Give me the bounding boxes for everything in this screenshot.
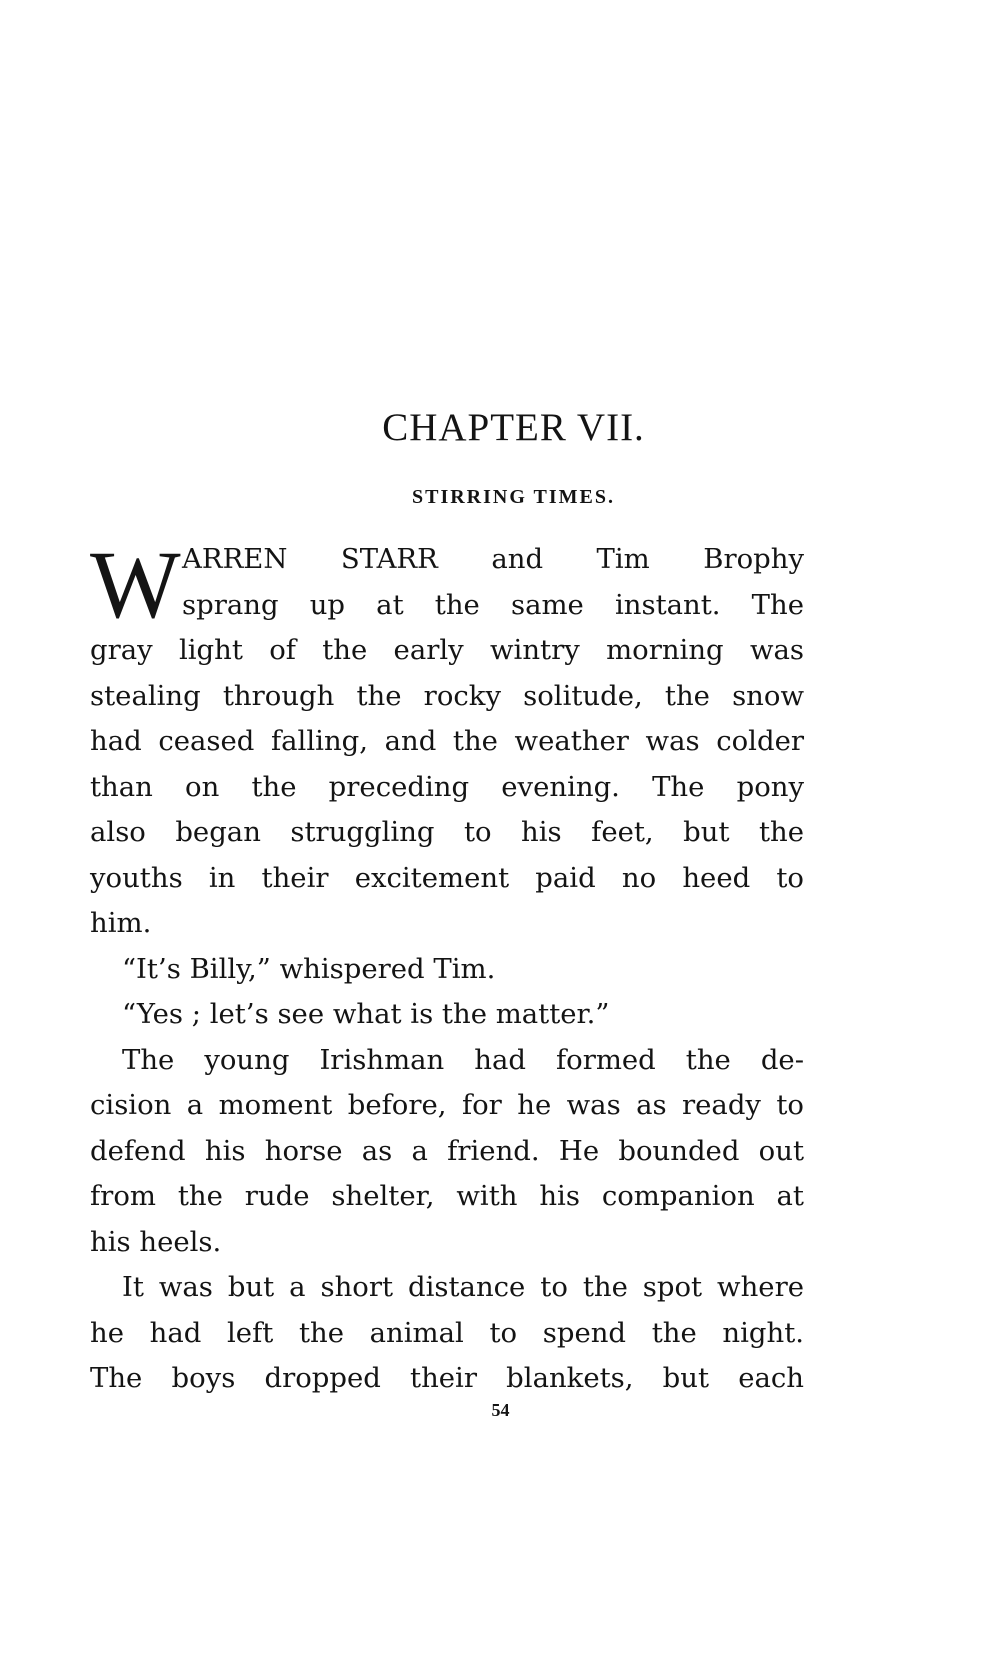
text-line: him. <box>90 907 152 939</box>
chapter-subtitle: STIRRING TIMES. <box>411 486 616 508</box>
text-line: he had left the animal to spend the night. <box>90 1316 804 1349</box>
text-line: had ceased falling, and the weather was colder <box>90 725 804 757</box>
text-line: also began struggling to his feet, but the <box>90 816 804 848</box>
text-line: ARREN STARR and Tim Brophy <box>182 543 804 575</box>
text-line: The young Irishman had formed the de- <box>122 1043 804 1076</box>
text-line: sprang up at the same instant. The <box>182 588 804 621</box>
text-line: his heels. <box>90 1225 222 1258</box>
chapter-title: CHAPTER VII. <box>382 406 645 449</box>
body-text <box>90 531 804 1402</box>
text-line: “Yes ; let’s see what is the matter.” <box>122 998 610 1030</box>
text-line: The boys dropped their blankets, but each <box>90 1362 804 1394</box>
text-line: It was but a short distance to the spot where <box>122 1271 804 1303</box>
text-line: from the rude shelter, with his companion at <box>90 1180 804 1212</box>
text-line: cision a moment before, for he was as ready to <box>90 1089 804 1121</box>
page-number: 54 <box>491 1400 510 1420</box>
text-line: gray light of the early wintry morning was <box>90 634 804 666</box>
text-line: defend his horse as a friend. He bounded out <box>90 1134 804 1167</box>
text-line: youths in their excitement paid no heed to <box>90 861 804 894</box>
drop-cap: W <box>90 531 181 638</box>
text-line: “It’s Billy,” whispered Tim. <box>122 952 496 985</box>
text-line: stealing through the rocky solitude, the snow <box>90 679 804 712</box>
text-line: than on the preceding evening. The pony <box>90 770 804 803</box>
